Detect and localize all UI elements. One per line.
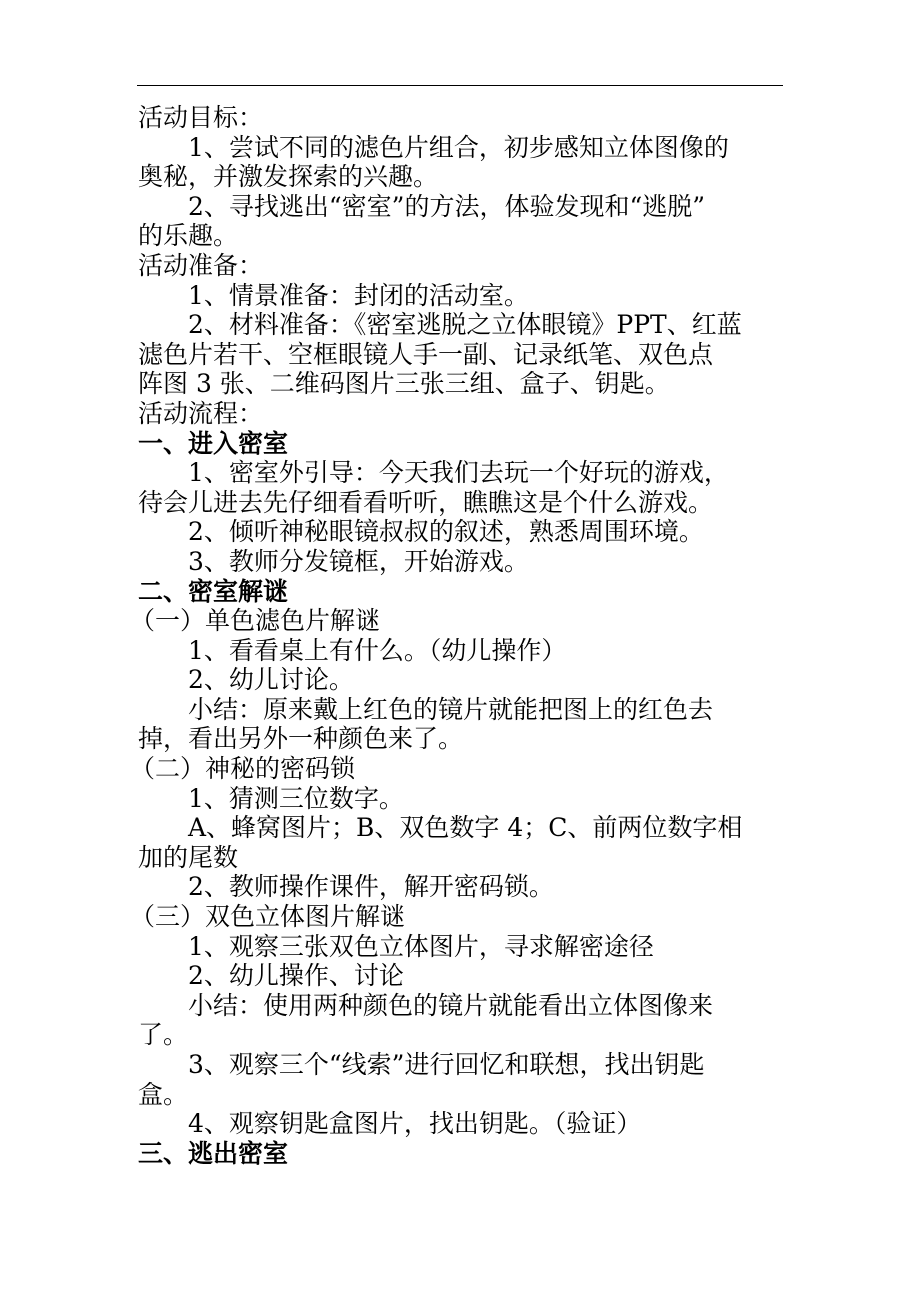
text-line: 了。 bbox=[138, 1020, 189, 1050]
section-heading: 二、密室解谜 bbox=[138, 576, 289, 606]
indented-text-line: 1、看看桌上有什么。（幼儿操作） bbox=[188, 635, 567, 665]
indented-text-line: 1、观察三张双色立体图片，寻求解密途径 bbox=[188, 931, 654, 961]
document-body bbox=[130, 103, 788, 1168]
section-heading: 一、进入密室 bbox=[138, 428, 289, 458]
indented-text-line: 2、倾听神秘眼镜叔叔的叙述，熟悉周围环境。 bbox=[188, 517, 704, 547]
indented-text-line: 2、寻找逃出“密室”的方法，体验发现和“逃脱” bbox=[188, 191, 706, 221]
text-line: 活动流程： bbox=[138, 398, 264, 428]
indented-text-line: 3、观察三个“线索”进行回忆和联想，找出钥匙 bbox=[188, 1050, 705, 1079]
indented-text-line: 2、材料准备：《密室逃脱之立体眼镜》PPT、红蓝 bbox=[188, 310, 742, 340]
text-line: 活动准备： bbox=[138, 250, 264, 280]
indented-text-line: 1、尝试不同的滤色片组合，初步感知立体图像的 bbox=[188, 132, 729, 162]
header-rule bbox=[137, 85, 783, 86]
indented-text-line: 4、观察钥匙盒图片，找出钥匙。（验证） bbox=[188, 1109, 642, 1139]
subsection-heading: （三）双色立体图片解谜 bbox=[130, 902, 406, 932]
indented-text-line: 1、情景准备：封闭的活动室。 bbox=[188, 280, 529, 310]
text-line: 奥秘，并激发探索的兴趣。 bbox=[138, 162, 439, 192]
section-heading: 三、逃出密室 bbox=[138, 1138, 289, 1168]
text-line: 待会儿进去先仔细看看听听，瞧瞧这是个什么游戏。 bbox=[138, 487, 714, 517]
text-line: 的乐趣。 bbox=[138, 221, 239, 251]
indented-text-line: 3、教师分发镜框，开始游戏。 bbox=[188, 546, 529, 576]
indented-text-line: 1、密室外引导：今天我们去玩一个好玩的游戏， bbox=[188, 458, 729, 488]
indented-text-line: 小结：原来戴上红色的镜片就能把图上的红色去 bbox=[188, 694, 714, 724]
indented-text-line: 小结：使用两种颜色的镜片就能看出立体图像来 bbox=[188, 990, 714, 1020]
text-line: 滤色片若干、空框眼镜人手一副、记录纸笔、双色点 bbox=[138, 339, 714, 369]
indented-text-line: 1、猜测三位数字。 bbox=[188, 783, 404, 813]
text-line: 加的尾数 bbox=[138, 842, 239, 872]
text-line: 活动目标： bbox=[138, 103, 264, 132]
indented-text-line: 2、教师操作课件，解开密码锁。 bbox=[188, 872, 554, 902]
indented-text-line: A、蜂窝图片；B、双色数字 4；C、前两位数字相 bbox=[188, 813, 743, 843]
text-line: 阵图 3 张、二维码图片三张三组、盒子、钥匙。 bbox=[138, 369, 670, 399]
text-line: 掉，看出另外一种颜色来了。 bbox=[138, 724, 464, 754]
subsection-heading: （二）神秘的密码锁 bbox=[130, 754, 356, 784]
subsection-heading: （一）单色滤色片解谜 bbox=[130, 606, 381, 636]
indented-text-line: 2、幼儿操作、讨论 bbox=[188, 961, 404, 991]
indented-text-line: 2、幼儿讨论。 bbox=[188, 665, 354, 695]
text-line: 盒。 bbox=[138, 1079, 189, 1109]
